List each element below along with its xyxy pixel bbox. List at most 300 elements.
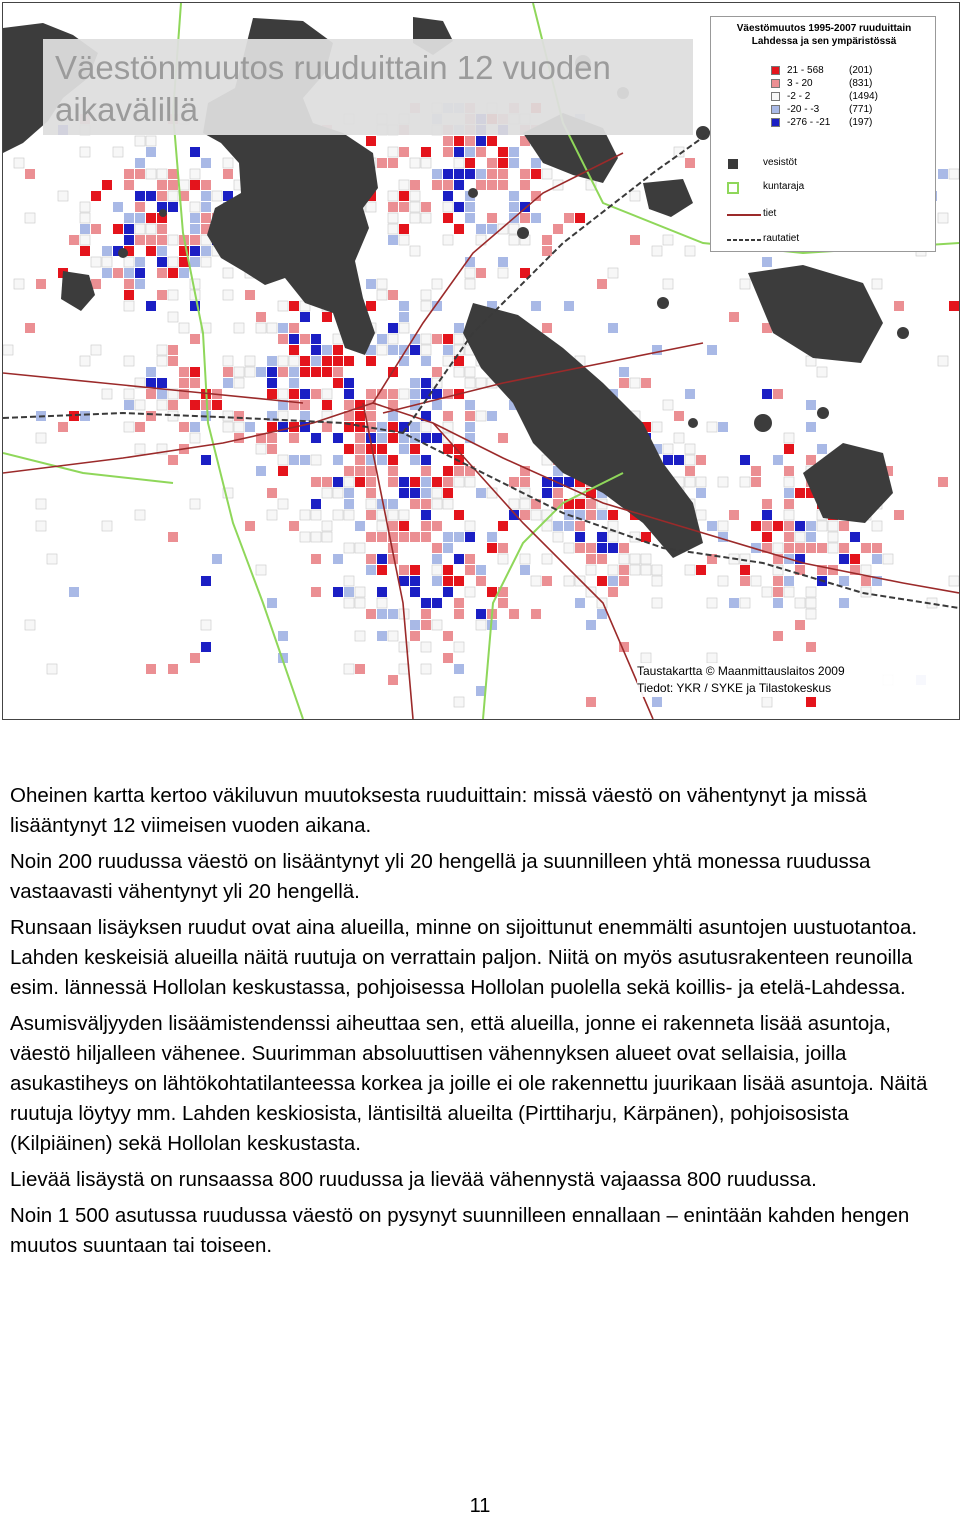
grid-cell: [410, 576, 420, 586]
grid-cell: [938, 169, 948, 179]
grid-cell: [157, 235, 167, 245]
grid-cell: [564, 213, 574, 223]
grid-cell: [421, 466, 431, 476]
map-credit: [637, 663, 937, 697]
grid-cell: [443, 576, 453, 586]
grid-cell: [267, 488, 277, 498]
grid-cell: [421, 477, 431, 487]
grid-cell: [322, 345, 332, 355]
grid-cell: [509, 147, 519, 157]
grid-cell: [938, 213, 948, 223]
grid-cell: [47, 664, 57, 674]
grid-cell: [542, 323, 552, 333]
grid-cell: [366, 389, 376, 399]
grid-cell: [784, 587, 794, 597]
grid-cell: [124, 356, 134, 366]
grid-cell: [135, 257, 145, 267]
grid-cell: [399, 224, 409, 234]
grid-cell: [366, 466, 376, 476]
grid-cell: [36, 521, 46, 531]
grid-cell: [399, 444, 409, 454]
grid-cell: [839, 554, 849, 564]
grid-cell: [179, 268, 189, 278]
grid-cell: [498, 521, 508, 531]
grid-cell: [652, 246, 662, 256]
grid-cell: [245, 290, 255, 300]
grid-cell: [685, 389, 695, 399]
grid-cell: [553, 488, 563, 498]
grid-cell: [531, 169, 541, 179]
grid-cell: [938, 477, 948, 487]
grid-cell: [454, 224, 464, 234]
grid-cell: [454, 323, 464, 333]
grid-cell: [146, 235, 156, 245]
grid-cell: [751, 521, 761, 531]
grid-cell: [377, 532, 387, 542]
grid-cell: [531, 510, 541, 520]
grid-cell: [586, 554, 596, 564]
grid-cell: [300, 510, 310, 520]
grid-cell: [322, 422, 332, 432]
grid-cell: [663, 279, 673, 289]
grid-cell: [498, 169, 508, 179]
grid-cell: [740, 576, 750, 586]
body-text: [10, 781, 950, 1267]
legend-swatch: [771, 79, 780, 88]
legend-subtitle: Lahdessa ja sen ympäristössä: [751, 36, 897, 47]
grid-cell: [91, 191, 101, 201]
grid-cell: [124, 169, 134, 179]
grid-cell: [399, 191, 409, 201]
grid-cell: [344, 400, 354, 410]
grid-cell: [487, 587, 497, 597]
grid-cell: [190, 180, 200, 190]
paragraph: Noin 1 500 asutussa ruudussa väestö on pysynyt suunnilleen ennallaan – enintään kahden hengen muutos suuntaan tai toiseen.: [10, 1204, 910, 1257]
grid-cell: [641, 565, 651, 575]
legend-swatch: [771, 118, 780, 127]
grid-cell: [388, 202, 398, 212]
grid-cell: [102, 180, 112, 190]
grid-cell: [157, 290, 167, 300]
grid-cell: [168, 455, 178, 465]
grid-cell: [652, 422, 662, 432]
grid-cell: [443, 180, 453, 190]
lake-east-middle: [748, 265, 883, 363]
grid-cell: [388, 323, 398, 333]
grid-cell: [652, 576, 662, 586]
grid-cell: [333, 345, 343, 355]
grid-cell: [531, 158, 541, 168]
legend-count: (201): [849, 65, 873, 76]
grid-cell: [355, 433, 365, 443]
grid-cell: [91, 345, 101, 355]
grid-cell: [410, 620, 420, 630]
credit-data-source: Tiedot: YKR / SYKE ja Tilastokeskus: [637, 681, 832, 695]
grid-cell: [135, 235, 145, 245]
grid-cell: [377, 455, 387, 465]
grid-cell: [146, 224, 156, 234]
grid-cell: [267, 389, 277, 399]
grid-cell: [388, 433, 398, 443]
credit-basemap: Taustakartta © Maanmittauslaitos 2009: [637, 664, 845, 678]
grid-cell: [355, 543, 365, 553]
grid-cell: [190, 653, 200, 663]
legend-range: -2 - 2: [787, 91, 811, 102]
grid-cell: [465, 422, 475, 432]
grid-cell: [454, 642, 464, 652]
grid-cell: [432, 400, 442, 410]
grid-cell: [91, 257, 101, 267]
grid-cell: [465, 565, 475, 575]
grid-cell: [25, 620, 35, 630]
grid-cell: [630, 235, 640, 245]
grid-cell: [432, 499, 442, 509]
grid-cell: [289, 455, 299, 465]
paragraph: Runsaan lisäyksen ruudut ovat aina alueilla, minne on sijoittunut enemmälti asuntojen uustuotantoa. Lahden keskeisiä alueilla näitä ruutuja on verrattain paljon. Niitä on myös asutusrakenteen reunoilla esim. lännessä Hollolan keskustassa, pohjoisessa Hollolan puolella sekä koillis- ja etelä-Lahdessa.: [10, 916, 918, 999]
grid-cell: [113, 147, 123, 157]
grid-cell: [729, 598, 739, 608]
grid-cell: [487, 136, 497, 146]
grid-cell: [828, 521, 838, 531]
grid-cell: [168, 257, 178, 267]
grid-cell: [410, 246, 420, 256]
grid-cell: [685, 477, 695, 487]
grid-cell: [366, 532, 376, 542]
grid-cell: [289, 323, 299, 333]
grid-cell: [443, 334, 453, 344]
grid-cell: [454, 180, 464, 190]
grid-cell: [575, 532, 585, 542]
grid-cell: [157, 378, 167, 388]
grid-cell: [454, 554, 464, 564]
grid-cell: [476, 620, 486, 630]
grid-cell: [454, 576, 464, 586]
grid-cell: [410, 477, 420, 487]
grid-cell: [498, 554, 508, 564]
grid-cell: [751, 477, 761, 487]
grid-cell: [58, 191, 68, 201]
grid-cell: [806, 455, 816, 465]
grid-cell: [817, 444, 827, 454]
legend-count: (831): [849, 78, 873, 89]
grid-cell: [520, 499, 530, 509]
grid-cell: [190, 169, 200, 179]
grid-cell: [817, 543, 827, 553]
grid-cell: [740, 279, 750, 289]
grid-cell: [399, 565, 409, 575]
grid-cell: [300, 532, 310, 542]
grid-cell: [344, 543, 354, 553]
grid-cell: [344, 664, 354, 674]
grid-cell: [300, 356, 310, 366]
grid-cell: [322, 400, 332, 410]
grid-cell: [179, 378, 189, 388]
grid-cell: [223, 158, 233, 168]
grid-cell: [388, 235, 398, 245]
grid-cell: [476, 169, 486, 179]
grid-cell: [696, 510, 706, 520]
legend-swatch: [771, 66, 780, 75]
legend-feature-label: rautatiet: [763, 233, 800, 244]
grid-cell: [740, 565, 750, 575]
grid-cell: [366, 202, 376, 212]
grid-cell: [872, 543, 882, 553]
grid-cell: [608, 268, 618, 278]
grid-cell: [531, 301, 541, 311]
grid-cell: [784, 521, 794, 531]
grid-cell: [399, 180, 409, 190]
grid-cell: [773, 631, 783, 641]
grid-cell: [784, 433, 794, 443]
grid-cell: [146, 147, 156, 157]
grid-cell: [619, 565, 629, 575]
grid-cell: [410, 345, 420, 355]
grid-cell: [476, 609, 486, 619]
grid-cell: [355, 455, 365, 465]
grid-cell: [212, 554, 222, 564]
grid-cell: [861, 587, 871, 597]
grid-cell: [432, 477, 442, 487]
grid-cell: [476, 147, 486, 157]
grid-cell: [223, 367, 233, 377]
grid-cell: [377, 290, 387, 300]
grid-cell: [839, 598, 849, 608]
grid-cell: [509, 158, 519, 168]
grid-cell: [498, 268, 508, 278]
grid-cell: [465, 587, 475, 597]
grid-cell: [256, 312, 266, 322]
grid-cell: [509, 191, 519, 201]
grid-cell: [124, 422, 134, 432]
grid-cell: [531, 609, 541, 619]
grid-cell: [839, 543, 849, 553]
grid-cell: [366, 499, 376, 509]
grid-cell: [113, 224, 123, 234]
grid-cell: [267, 510, 277, 520]
grid-cell: [509, 477, 519, 487]
grid-cell: [344, 356, 354, 366]
grid-cell: [597, 510, 607, 520]
grid-cell: [388, 466, 398, 476]
grid-cell: [542, 488, 552, 498]
grid-cell: [531, 213, 541, 223]
grid-cell: [223, 378, 233, 388]
grid-cell: [773, 587, 783, 597]
grid-cell: [751, 576, 761, 586]
grid-cell: [388, 290, 398, 300]
grid-cell: [190, 202, 200, 212]
grid-cell: [465, 169, 475, 179]
grid-cell: [102, 268, 112, 278]
grid-cell: [69, 235, 79, 245]
grid-cell: [388, 477, 398, 487]
grid-cell: [850, 554, 860, 564]
grid-cell: [190, 224, 200, 234]
grid-cell: [619, 367, 629, 377]
grid-cell: [399, 488, 409, 498]
grid-cell: [432, 433, 442, 443]
grid-cell: [377, 345, 387, 355]
grid-cell: [388, 158, 398, 168]
grid-cell: [333, 488, 343, 498]
grid-cell: [465, 202, 475, 212]
grid-cell: [894, 510, 904, 520]
grid-cell: [377, 598, 387, 608]
grid-cell: [443, 477, 453, 487]
grid-cell: [630, 565, 640, 575]
grid-cell: [168, 169, 178, 179]
grid-cell: [454, 158, 464, 168]
grid-cell: [949, 169, 959, 179]
grid-cell: [795, 521, 805, 531]
legend-range: 3 - 20: [787, 78, 813, 89]
grid-cell: [201, 246, 211, 256]
grid-cell: [124, 257, 134, 267]
grid-cell: [190, 257, 200, 267]
grid-cell: [69, 587, 79, 597]
grid-cell: [311, 367, 321, 377]
grid-cell: [509, 499, 519, 509]
grid-cell: [465, 477, 475, 487]
paragraph: Noin 200 ruudussa väestö on lisääntynyt yli 20 hengellä ja suunnilleen yhtä monessa ruudussa vastaavasti vähentynyt yli 20 hengellä.: [10, 850, 871, 903]
grid-cell: [575, 521, 585, 531]
grid-cell: [421, 488, 431, 498]
grid-cell: [795, 532, 805, 542]
grid-cell: [223, 268, 233, 278]
grid-cell: [487, 213, 497, 223]
grid-cell: [784, 444, 794, 454]
grid-cell: [399, 521, 409, 531]
grid-cell: [135, 158, 145, 168]
grid-cell: [124, 279, 134, 289]
grid-cell: [212, 400, 222, 410]
grid-cell: [190, 334, 200, 344]
grid-cell: [366, 356, 376, 366]
grid-cell: [773, 521, 783, 531]
grid-cell: [806, 521, 816, 531]
grid-cell: [322, 488, 332, 498]
grid-cell: [377, 279, 387, 289]
grid-cell: [509, 510, 519, 520]
grid-cell: [718, 521, 728, 531]
grid-cell: [190, 213, 200, 223]
grid-cell: [267, 598, 277, 608]
grid-cell: [399, 532, 409, 542]
grid-cell: [806, 532, 816, 542]
grid-cell: [157, 389, 167, 399]
grid-cell: [520, 510, 530, 520]
grid-cell: [168, 356, 178, 366]
legend-range: -276 - -21: [787, 117, 831, 128]
grid-cell: [80, 213, 90, 223]
grid-cell: [465, 378, 475, 388]
grid-cell: [124, 180, 134, 190]
grid-cell: [234, 367, 244, 377]
grid-cell: [443, 213, 453, 223]
grid-cell: [388, 334, 398, 344]
grid-cell: [300, 334, 310, 344]
grid-cell: [388, 521, 398, 531]
grid-cell: [333, 587, 343, 597]
grid-cell: [641, 653, 651, 663]
grid-cell: [355, 664, 365, 674]
grid-cell: [355, 411, 365, 421]
grid-cell: [630, 191, 640, 201]
grid-cell: [850, 532, 860, 542]
grid-cell: [344, 510, 354, 520]
grid-cell: [388, 499, 398, 509]
grid-cell: [410, 378, 420, 388]
grid-cell: [520, 213, 530, 223]
grid-cell: [619, 576, 629, 586]
grid-cell: [36, 499, 46, 509]
grid-cell: [784, 466, 794, 476]
grid-cell: [432, 488, 442, 498]
grid-cell: [575, 598, 585, 608]
grid-cell: [828, 532, 838, 542]
grid-cell: [289, 356, 299, 366]
grid-cell: [410, 444, 420, 454]
grid-cell: [707, 521, 717, 531]
grid-cell: [410, 587, 420, 597]
grid-cell: [278, 455, 288, 465]
grid-cell: [872, 521, 882, 531]
grid-cell: [168, 664, 178, 674]
grid-cell: [410, 499, 420, 509]
grid-cell: [311, 554, 321, 564]
grid-cell: [201, 620, 211, 630]
grid-cell: [124, 224, 134, 234]
grid-cell: [322, 532, 332, 542]
grid-cell: [58, 422, 68, 432]
grid-cell: [476, 411, 486, 421]
grid-cell: [355, 598, 365, 608]
grid-cell: [784, 488, 794, 498]
grid-cell: [872, 279, 882, 289]
grid-cell: [135, 279, 145, 289]
grid-cell: [410, 158, 420, 168]
grid-cell: [575, 543, 585, 553]
grid-cell: [157, 268, 167, 278]
grid-cell: [894, 301, 904, 311]
grid-cell: [399, 664, 409, 674]
grid-cell: [388, 631, 398, 641]
grid-cell: [795, 598, 805, 608]
grid-cell: [311, 356, 321, 366]
grid-cell: [256, 367, 266, 377]
grid-cell: [113, 268, 123, 278]
grid-cell: [751, 466, 761, 476]
grid-cell: [289, 334, 299, 344]
grid-cell: [135, 510, 145, 520]
grid-cell: [652, 565, 662, 575]
grid-cell: [267, 444, 277, 454]
grid-cell: [366, 301, 376, 311]
grid-cell: [817, 521, 827, 531]
grid-cell: [355, 444, 365, 454]
grid-cell: [542, 169, 552, 179]
grid-cell: [443, 543, 453, 553]
grid-cell: [520, 477, 530, 487]
grid-cell: [146, 213, 156, 223]
grid-cell: [520, 180, 530, 190]
grid-cell: [454, 202, 464, 212]
grid-cell: [267, 433, 277, 443]
grid-cell: [806, 598, 816, 608]
grid-cell: [498, 180, 508, 190]
grid-cell: [102, 257, 112, 267]
water-square-icon: [727, 158, 761, 170]
